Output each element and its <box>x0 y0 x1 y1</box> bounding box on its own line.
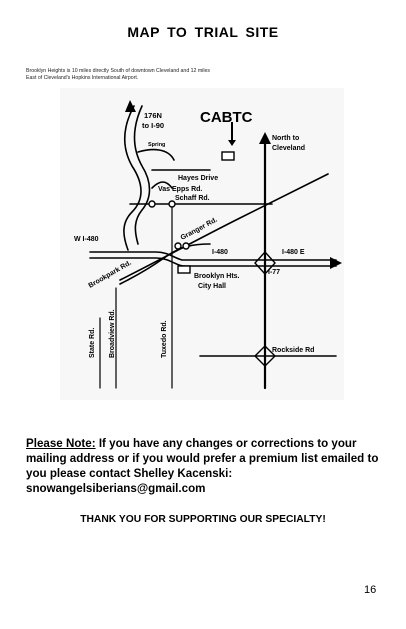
note-paragraph <box>26 436 388 496</box>
cabtc-label: CABTC <box>200 109 253 126</box>
vaseps-label: Vas Epps Rd. <box>158 186 203 193</box>
brookpark-label: Brookpark Rd. <box>87 259 133 290</box>
i480-label: I-480 <box>212 249 228 256</box>
north-arrow <box>259 132 271 144</box>
page-title: MAP TO TRIAL SITE <box>127 24 279 40</box>
rockside-label: Rockside Rd <box>272 347 315 354</box>
w480-label: W I-480 <box>74 236 99 243</box>
i77-label: I-77 <box>268 269 281 276</box>
i176-label-2: to I-90 <box>142 121 165 130</box>
thanks-text: THANK YOU FOR SUPPORTING OUR SPECIALTY! <box>80 514 326 525</box>
route-176 <box>124 106 141 250</box>
schaff-label: Schaff Rd. <box>175 195 210 202</box>
interchange-brookpark <box>183 243 189 249</box>
brooklyn-label-2: City Hall <box>198 283 227 290</box>
i176-label-1: 176N <box>144 111 162 120</box>
tuxedo-label: Tuxedo Rd. <box>161 320 168 358</box>
trial-site-map <box>60 88 344 400</box>
city-hall-marker <box>178 266 190 273</box>
north-label-1: North to <box>272 135 300 142</box>
cabtc-site-marker <box>222 152 234 160</box>
brooklyn-label-1: Brooklyn Hts. <box>194 273 240 280</box>
intro-line-1: Brooklyn Heights is 10 miles directly South of downtown Cleveland and 12 miles <box>26 68 210 74</box>
granger-label: Granger Rd. <box>179 216 219 242</box>
spring-label: Spring <box>148 142 166 148</box>
interchange-granger <box>175 243 181 249</box>
north-label-2: Cleveland <box>272 145 306 152</box>
note-lead: Please Note: <box>26 437 96 450</box>
page-number: 16 <box>364 584 377 596</box>
hayes-label: Hayes Drive <box>178 175 219 182</box>
i480-east-arrow <box>330 257 342 269</box>
intro-text <box>26 68 326 82</box>
intro-line-2: East of Cleveland's Hopkins International Airport. <box>26 75 139 81</box>
granger-road <box>120 174 328 280</box>
interchange-vaseps <box>149 201 155 207</box>
state-label: State Rd. <box>89 327 96 358</box>
i480e-label: I-480 E <box>282 249 305 256</box>
broadview-label: Broadview Rd. <box>109 309 116 358</box>
note-body: If you have any changes or corrections to your mailing address or if you would prefer a premium list emailed to you please contact Shelley Kacenski: snowangelsiberians@gmail.com <box>26 437 379 495</box>
spring-road <box>138 150 174 160</box>
